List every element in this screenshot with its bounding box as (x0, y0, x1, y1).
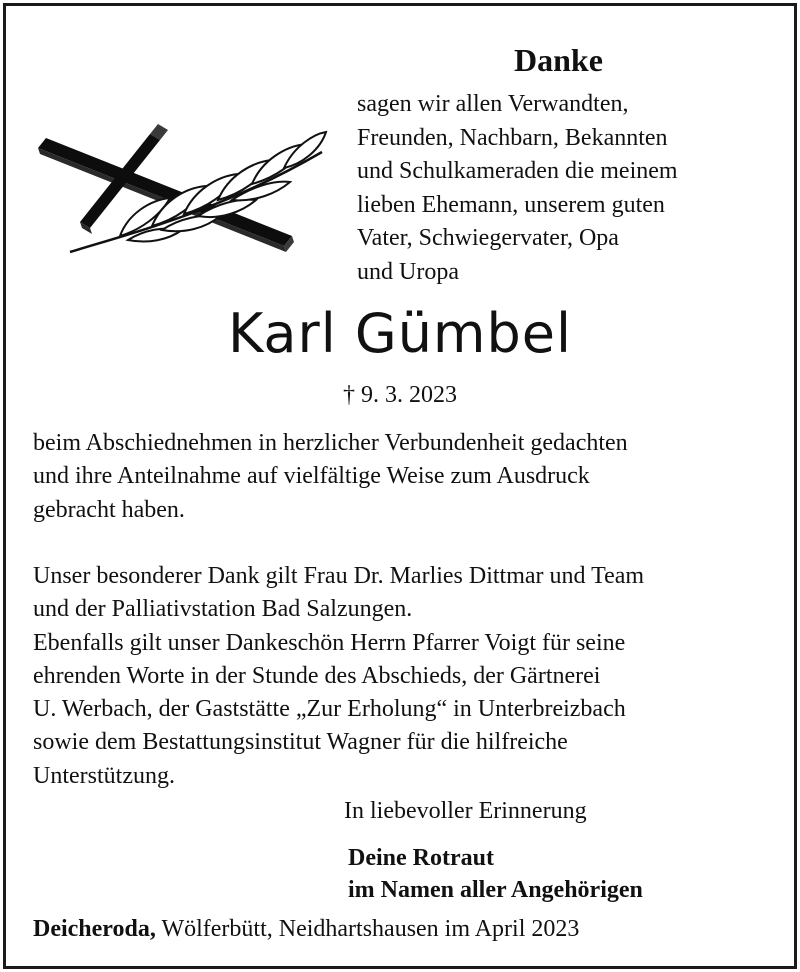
intro-line: und Schulkameraden die meinem (357, 158, 678, 184)
place-bold: Deicheroda, (33, 916, 156, 942)
text-line: ehrenden Worte in der Stunde des Abschieds, der Gärtnerei (33, 662, 601, 689)
text-line: sowie dem Bestattungsinstitut Wagner für die hilfreiche (33, 729, 568, 756)
text-line: gebracht haben. (33, 496, 185, 523)
paragraph-special-thanks (33, 560, 644, 793)
heading-danke: Danke (514, 42, 603, 78)
text-line: Ebenfalls gilt unser Dankeschön Herrn Pfarrer Voigt für seine (33, 629, 626, 656)
text-line: und der Palliativstation Bad Salzungen. (33, 596, 413, 623)
text-line: und ihre Anteilnahme auf vielfältige Weise zum Ausdruck (33, 463, 590, 490)
obituary-card (3, 3, 797, 969)
signature-line: im Namen aller Angehörigen (348, 877, 643, 903)
closing-line: In liebevoller Erinnerung (344, 798, 587, 824)
intro-line: sagen wir allen Verwandten, (357, 91, 629, 117)
intro-line: Vater, Schwiegervater, Opa (357, 225, 619, 251)
signature-line: Deine Rotraut (348, 845, 494, 871)
signature (348, 842, 643, 906)
death-date: † 9. 3. 2023 (343, 382, 457, 408)
text-line: Unterstützung. (33, 762, 175, 789)
text-line: beim Abschiednehmen in herzlicher Verbundenheit gedachten (33, 430, 628, 456)
cross-with-palm-branch-icon (32, 118, 332, 266)
intro-line: lieben Ehemann, unserem guten (357, 191, 665, 218)
intro-line: Freunden, Nachbarn, Bekannten (357, 124, 668, 151)
text-line: Unser besonderer Dank gilt Frau Dr. Marlies Dittmar und Team (33, 563, 645, 589)
intro-text (357, 88, 678, 289)
place-and-date (33, 916, 579, 943)
deceased-name: Karl Gümbel (227, 302, 573, 365)
place-rest: Wölferbütt, Neidhartshausen im April 2023 (155, 916, 580, 942)
text-line: U. Werbach, der Gaststätte „Zur Erholung“ in Unterbreizbach (33, 696, 626, 723)
paragraph-thanks (33, 427, 628, 527)
intro-line: und Uropa (357, 258, 459, 285)
